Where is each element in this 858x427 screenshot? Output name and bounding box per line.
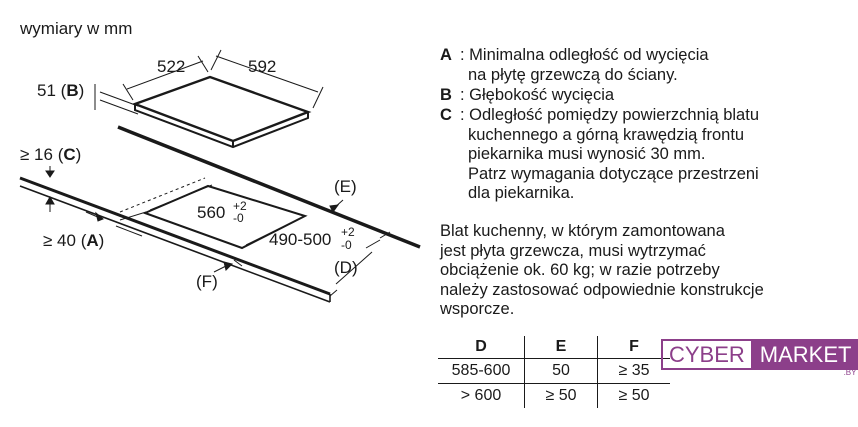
table-row [438,359,670,384]
legend-b-line-1: Głębokość wycięcia [469,86,615,104]
legend-a-line-2: na płytę grzewczą do ściany. [468,65,678,84]
table-cell: ≥ 35 [598,359,671,384]
table-cell: 50 [525,359,598,384]
note-line-2: jest płyta grzewcza, musi wytrzymać [440,241,706,260]
legend-c-line-4: Patrz wymagania dotyczące przestrzeni [468,164,759,183]
table-header-e: E [525,336,598,359]
load-note [440,222,830,320]
legend-key-a: A [440,46,452,64]
dim-min-wall-distance: ≥ 40 (A) [43,231,105,250]
table-header-d: D [438,336,525,359]
dim-cutout-depth-tol-lower: -0 [341,238,352,252]
note-line-1: Blat kuchenny, w którym zamontowana [440,222,725,240]
label-e: (E) [334,177,357,196]
clearance-table [438,336,670,408]
watermark-part1: CYBER [661,339,753,370]
table-cell: ≥ 50 [598,384,671,409]
table-header-row [438,336,670,359]
legend-c-line-2: kuchennego a górną krawędzią frontu [468,125,745,144]
watermark-suffix: .BY [843,368,857,377]
dim-cutout-width-tol-upper: +2 [233,199,247,213]
watermark-part2: MARKET [753,339,858,370]
note-line-4: należy zastosować odpowiednie konstrukcje [440,280,764,299]
table-header-f: F [598,336,671,359]
dim-cutout-depth-tol-upper: +2 [341,225,355,239]
legend-a: A : Minimalna odległość od wycięcia na płytę grzewczą do ściany. [440,46,709,84]
hob-height-dimension [95,84,138,114]
note-line-3: obciążenie ok. 60 kg; w razie potrzeby [440,261,720,279]
legend-c-line-3: piekarnika musi wynosić 30 mm. [468,145,706,163]
table-cell: > 600 [460,387,502,404]
table-cell: ≥ 50 [525,384,598,409]
dim-cutout-depth: 490-500 [269,230,332,249]
dim-hob-depth: 592 [248,57,277,76]
legend-c-line-5: dla piekarnika. [468,184,575,202]
dim-hob-width: 522 [157,57,186,76]
table-cell: 585-600 [438,359,525,384]
legend-c-line-1: Odległość pomiędzy powierzchnią blatu [469,106,759,124]
dim-cutout-width: 560 [197,203,226,222]
label-f: (F) [196,272,218,291]
watermark-logo [661,339,858,377]
units-label: wymiary w mm [20,19,133,38]
dim-cutout-width-tol-lower: -0 [233,211,244,225]
legend-a-line-1: Minimalna odległość od wycięcia [469,46,709,64]
legend-key-b: B [440,86,452,104]
legend-key-c: C [440,106,452,124]
f-arrow [214,260,242,272]
dim-min-thickness: ≥ 16 (C) [20,145,82,164]
legend-b: B : Głębokość wycięcia [440,86,615,104]
table-row [438,384,670,409]
label-d: (D) [334,258,358,277]
legend-c: C : Odległość pomiędzy powierzchnią blatu kuchennego a górną krawędzią frontu piekarnika musi wynosić 30 mm. Patrz wymagania dotyczące przestrzeni dla piekarnika. [440,106,759,202]
note-line-5: wsporcze. [440,300,515,318]
dim-hob-height: 51 (B) [37,81,85,100]
